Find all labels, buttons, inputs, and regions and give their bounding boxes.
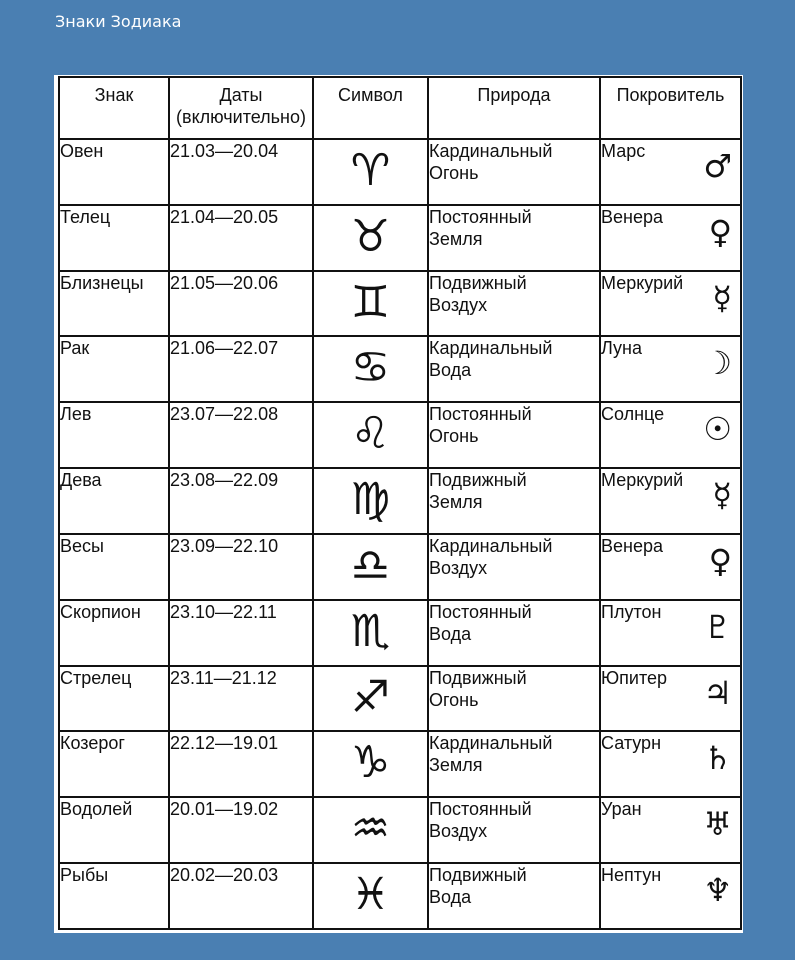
aquarius-icon: ♒ xyxy=(350,803,391,855)
ruler-name: Венера xyxy=(601,206,663,227)
sign-symbol-cell xyxy=(313,534,428,600)
sign-nature xyxy=(428,863,600,929)
sign-ruler xyxy=(600,534,741,600)
sign-ruler xyxy=(600,600,741,666)
header-nature: Природа xyxy=(428,77,600,139)
table-row xyxy=(59,205,741,271)
header-sign: Знак xyxy=(59,77,169,139)
sign-dates: 21.05—20.06 xyxy=(169,271,313,337)
mercury-icon: ☿ xyxy=(712,476,732,515)
header-dates-line1: Даты xyxy=(219,85,263,105)
sign-name: Весы xyxy=(59,534,169,600)
sign-nature xyxy=(428,205,600,271)
jupiter-icon: ♃ xyxy=(703,673,732,712)
sign-ruler xyxy=(600,797,741,863)
sign-symbol-cell xyxy=(313,797,428,863)
sign-dates: 21.03—20.04 xyxy=(169,139,313,205)
sign-dates: 21.04—20.05 xyxy=(169,205,313,271)
sign-nature xyxy=(428,468,600,534)
ruler-name: Солнце xyxy=(601,404,665,425)
virgo-icon: ♍ xyxy=(350,474,391,526)
sun-icon: ☉ xyxy=(703,410,732,449)
sign-element: Земля xyxy=(429,228,483,249)
sign-ruler xyxy=(600,468,741,534)
mars-icon: ♂ xyxy=(703,147,732,185)
sign-name: Рак xyxy=(59,336,169,402)
taurus-icon: ♉ xyxy=(350,210,391,262)
sign-quality: Кардинальный xyxy=(429,141,553,161)
table-row xyxy=(59,534,741,600)
sign-name: Телец xyxy=(59,205,169,271)
sign-name: Дева xyxy=(59,468,169,534)
sign-nature xyxy=(428,534,600,600)
scorpio-icon: ♏ xyxy=(350,605,391,657)
cancer-icon: ♋ xyxy=(350,342,391,394)
sign-element: Земля xyxy=(429,755,483,776)
sign-ruler xyxy=(600,139,741,205)
sign-nature xyxy=(428,139,600,205)
sagittarius-icon: ♐ xyxy=(350,671,391,723)
sign-element: Вода xyxy=(429,360,472,381)
table-row xyxy=(59,336,741,402)
sign-quality: Кардинальный xyxy=(429,535,553,556)
ruler-name: Уран xyxy=(601,799,642,820)
table-row xyxy=(59,139,741,205)
sign-quality: Подвижный xyxy=(429,667,527,688)
sign-symbol-cell xyxy=(313,205,428,271)
sign-element: Земля xyxy=(429,492,483,513)
sign-element: Воздух xyxy=(429,557,488,578)
sign-symbol-cell xyxy=(313,600,428,666)
sign-quality: Постоянный xyxy=(429,206,532,227)
sign-nature xyxy=(428,271,600,337)
table-row xyxy=(59,731,741,797)
sign-dates: 23.11—21.12 xyxy=(169,666,313,732)
sign-dates: 22.12—19.01 xyxy=(169,731,313,797)
libra-icon: ♎ xyxy=(350,539,391,591)
sign-dates: 23.07—22.08 xyxy=(169,402,313,468)
table-row xyxy=(59,863,741,929)
sign-element: Воздух xyxy=(429,294,488,315)
gemini-icon: ♊ xyxy=(350,276,391,328)
venus-icon: ♀ xyxy=(708,541,732,580)
sign-dates: 23.10—22.11 xyxy=(169,600,313,666)
sign-ruler xyxy=(600,336,741,402)
ruler-name: Плутон xyxy=(601,601,662,622)
sign-quality: Подвижный xyxy=(429,470,527,491)
sign-ruler xyxy=(600,731,741,797)
sign-dates: 20.01—19.02 xyxy=(169,797,313,863)
sign-symbol-cell xyxy=(313,271,428,337)
sign-nature xyxy=(428,600,600,666)
sign-symbol-cell xyxy=(313,336,428,402)
ruler-name: Венера xyxy=(601,535,663,556)
venus-icon: ♀ xyxy=(708,212,732,251)
aries-icon: ♈ xyxy=(350,145,391,196)
header-patron: Покровитель xyxy=(600,77,741,139)
table-row xyxy=(59,600,741,666)
pisces-icon: ♓ xyxy=(350,869,391,921)
sign-dates: 23.09—22.10 xyxy=(169,534,313,600)
table-row xyxy=(59,468,741,534)
saturn-icon: ♄ xyxy=(703,739,732,778)
table-row xyxy=(59,797,741,863)
sign-quality: Постоянный xyxy=(429,404,532,425)
neptune-icon: ♆ xyxy=(703,871,732,910)
sign-nature xyxy=(428,402,600,468)
sign-quality: Кардинальный xyxy=(429,733,553,754)
sign-element: Вода xyxy=(429,623,472,644)
leo-icon: ♌ xyxy=(350,408,391,460)
sign-ruler xyxy=(600,666,741,732)
sign-dates: 23.08—22.09 xyxy=(169,468,313,534)
sign-symbol-cell xyxy=(313,731,428,797)
sign-name: Скорпион xyxy=(59,600,169,666)
ruler-name: Меркурий xyxy=(601,470,684,491)
page-title: Знаки Зодиака xyxy=(55,12,182,31)
sign-quality: Кардинальный xyxy=(429,338,553,359)
sign-symbol-cell xyxy=(313,468,428,534)
sign-quality: Подвижный xyxy=(429,865,527,886)
sign-dates: 21.06—22.07 xyxy=(169,336,313,402)
sign-nature xyxy=(428,797,600,863)
sign-quality: Постоянный xyxy=(429,601,532,622)
sign-element: Огонь xyxy=(429,426,479,447)
sign-quality: Постоянный xyxy=(429,799,532,820)
sign-ruler xyxy=(600,205,741,271)
ruler-name: Юпитер xyxy=(601,667,668,688)
sign-name: Рыбы xyxy=(59,863,169,929)
uranus-icon: ♅ xyxy=(703,805,732,844)
ruler-name: Сатурн xyxy=(601,733,662,754)
sign-ruler xyxy=(600,863,741,929)
moon-icon: ☽ xyxy=(703,344,732,383)
sign-nature xyxy=(428,731,600,797)
pluto-icon: ♇ xyxy=(703,607,732,646)
ruler-name: Марс xyxy=(601,141,646,161)
sign-ruler xyxy=(600,402,741,468)
table-row xyxy=(59,402,741,468)
header-dates xyxy=(169,77,313,139)
ruler-name: Луна xyxy=(601,338,642,359)
sign-element: Огонь xyxy=(429,163,479,183)
sign-symbol-cell xyxy=(313,666,428,732)
sign-element: Вода xyxy=(429,887,472,908)
capricorn-icon: ♑ xyxy=(350,737,391,789)
table-row xyxy=(59,271,741,337)
table-row xyxy=(59,666,741,732)
table-header-row xyxy=(59,77,741,139)
sign-name: Близнецы xyxy=(59,271,169,337)
zodiac-sheet xyxy=(54,75,743,933)
sign-element: Огонь xyxy=(429,689,479,710)
sign-dates: 20.02—20.03 xyxy=(169,863,313,929)
sign-name: Лев xyxy=(59,402,169,468)
header-dates-line2: (включительно) xyxy=(176,107,306,127)
header-symbol: Символ xyxy=(313,77,428,139)
sign-element: Воздух xyxy=(429,821,488,842)
mercury-icon: ☿ xyxy=(712,278,732,317)
sign-nature xyxy=(428,666,600,732)
ruler-name: Нептун xyxy=(601,865,662,886)
sign-ruler xyxy=(600,271,741,337)
sign-name: Стрелец xyxy=(59,666,169,732)
sign-name: Водолей xyxy=(59,797,169,863)
zodiac-table xyxy=(58,76,742,930)
sign-symbol-cell xyxy=(313,139,428,205)
sign-name: Овен xyxy=(59,139,169,205)
ruler-name: Меркурий xyxy=(601,272,684,293)
sign-name: Козерог xyxy=(59,731,169,797)
sign-symbol-cell xyxy=(313,863,428,929)
sign-nature xyxy=(428,336,600,402)
sign-symbol-cell xyxy=(313,402,428,468)
sign-quality: Подвижный xyxy=(429,272,527,293)
